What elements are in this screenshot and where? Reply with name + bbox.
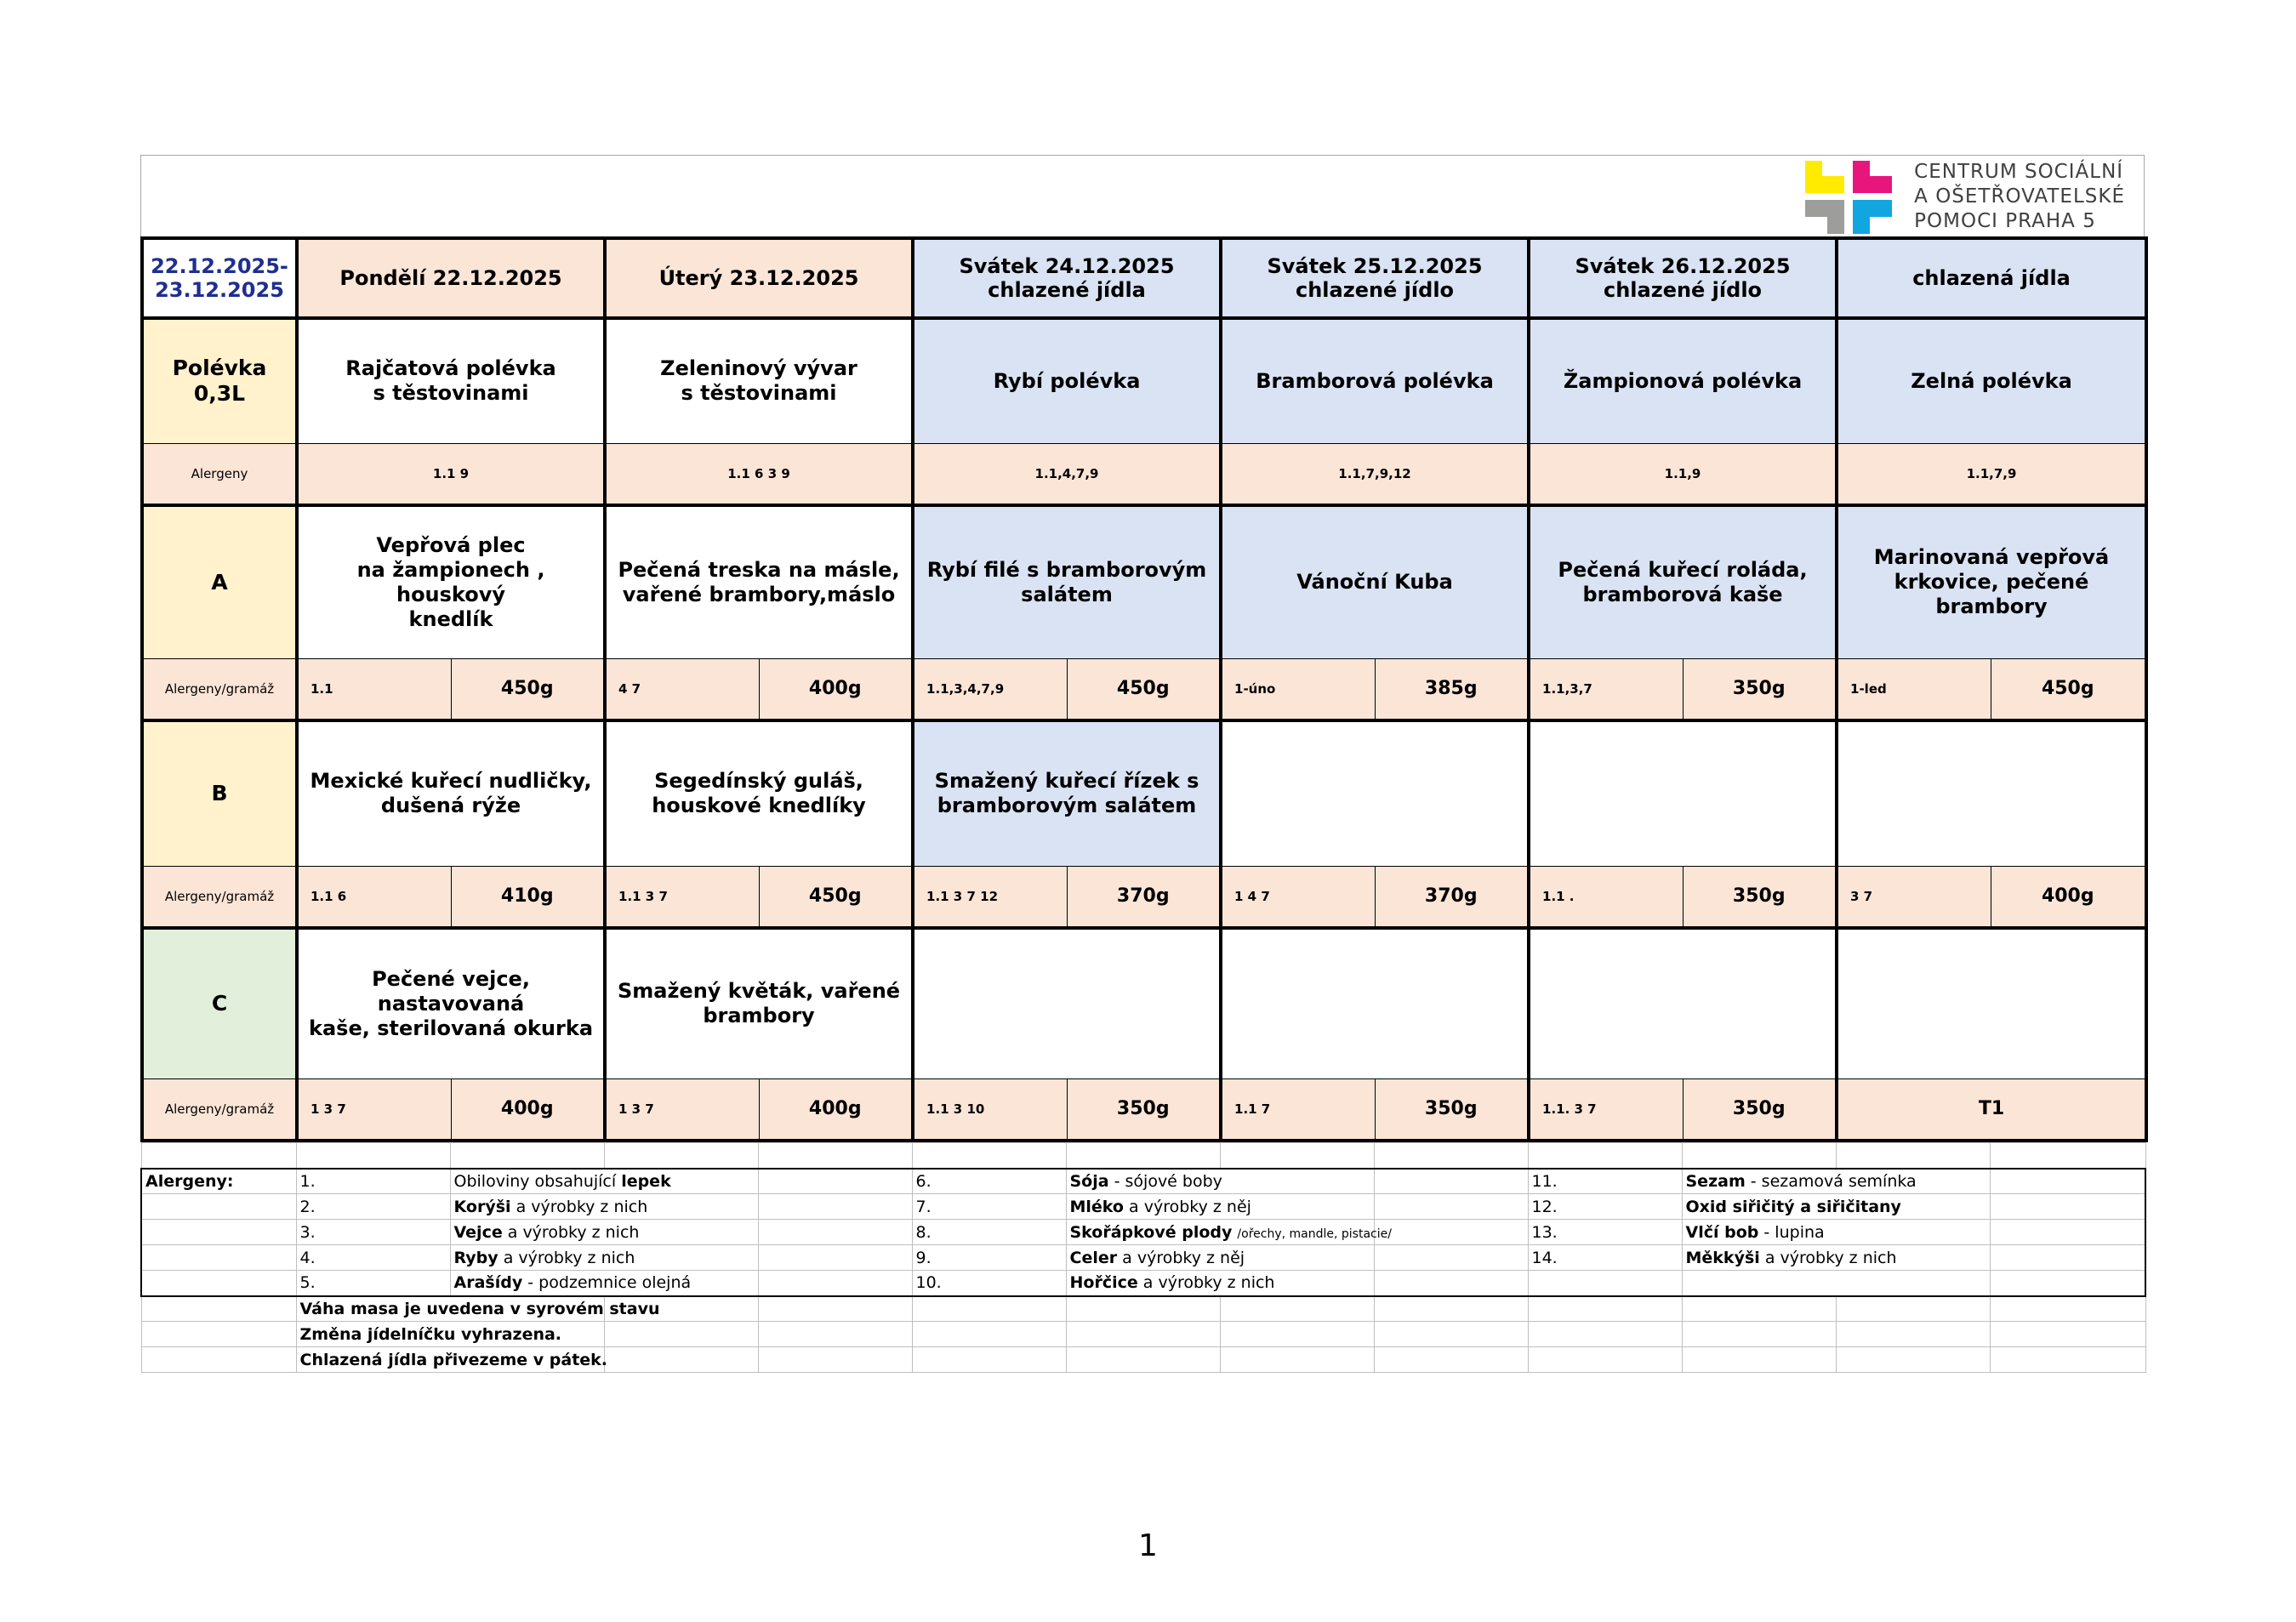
meal-a-info-row [142,658,2146,720]
legend-item [450,1220,758,1245]
allergens: 1.1 7 [1221,1078,1375,1141]
weight: 450g [759,866,913,928]
meal-dish-empty [1837,928,2146,1078]
allergens: 1 4 7 [1221,866,1375,928]
meal-dish-empty [1221,720,1529,866]
legend-name: Vlčí bob [1685,1222,1759,1242]
meal-dish [297,720,605,866]
allergens: 1.1 3 7 [605,866,759,928]
legend-text: a výrobky z nich [498,1248,635,1267]
meal-dish-empty [1529,928,1837,1078]
allergens: 1 3 7 [605,1078,759,1141]
dish-line: Marinovaná vepřová [1873,545,2110,570]
legend-text: a výrobky z něj [1124,1197,1251,1216]
dish-line: Pečené vejce, nastavovaná [372,966,530,1016]
soup-dish [297,318,605,443]
dish-line: Smažený kuřecí řízek s [934,769,1199,794]
dish-line: Mexické kuřecí nudličky, [310,769,592,794]
legend-num: 4. [296,1245,450,1271]
soup-allergens: 1.1,9 [1529,443,1837,505]
note-row [141,1296,2145,1322]
dish-line: Zelná polévka [1911,368,2072,393]
dish-line: Rybí polévka [993,368,1141,393]
weight: 350g [1683,866,1837,928]
soup-allergens: 1.1 6 3 9 [605,443,913,505]
soup-portion: 0,3L [193,381,246,407]
legend-name: Oxid siřičitý a siřičitany [1685,1197,1901,1216]
dish-line: Segedínský guláš, [654,769,863,794]
legend-text: a výrobky z nich [510,1197,648,1216]
legend-num: 11. [1528,1169,1682,1194]
allergens: 1.1,3,7 [1529,658,1683,720]
soup-allergens: 1.1 9 [297,443,605,505]
dish-line: bramborová kaše [1582,582,1783,606]
meal-dish [605,505,913,658]
dish-line: Vánoční Kuba [1296,570,1453,595]
dish-line: vařené brambory,máslo [622,582,896,606]
legend-text: a výrobky z nich [1759,1248,1897,1267]
legend-text: a výrobky z nich [502,1222,640,1242]
legend-num: 10. [912,1271,1066,1296]
weight: 400g [451,1078,605,1141]
legend-text: a výrobky z nich [1137,1273,1275,1293]
allergens: 1.1 [297,658,451,720]
soup-allergens: 1.1,4,7,9 [913,443,1221,505]
meal-dish [1837,505,2146,658]
legend-item [450,1245,758,1271]
legend-item [450,1271,758,1296]
weight: 350g [1375,1078,1529,1141]
soup-dish [1529,318,1837,443]
day-subtitle: chlazené jídlo [1295,278,1455,302]
allergens: 1.1,3,4,7,9 [913,658,1067,720]
dish-line: s těstovinami [373,381,529,406]
meal-dish [297,928,605,1078]
legend-name: lepek [621,1171,671,1191]
dish-line: Smažený květák, vařené [617,979,901,1004]
day-title: Svátek 24.12.2025 [959,254,1175,278]
date-range-line-1: 22.12.2025- [151,254,288,278]
info-label: Alergeny/gramáž [142,866,297,928]
legend-text: a výrobky z něj [1117,1248,1245,1267]
legend-num: 13. [1528,1220,1682,1245]
menu-sheet [140,155,2145,1373]
logo-strip [140,155,2145,236]
date-range-line-2: 23.12.2025 [155,278,284,302]
dish-line: Bramborová polévka [1256,368,1494,393]
legend-num: 1. [296,1169,450,1194]
weight: 450g [1991,658,2146,720]
legend-num: 5. [296,1271,450,1296]
note: Chlazená jídla přivezeme v pátek. [296,1347,604,1373]
meal-label: A [142,505,297,658]
date-range-cell [142,238,297,318]
logo-text [1914,160,2125,234]
note: Změna jídelníčku vyhrazena. [296,1322,604,1347]
allergens: 3 7 [1837,866,1991,928]
meal-dish [297,505,605,658]
info-label: Alergeny/gramáž [142,1078,297,1141]
soup-dish [1837,318,2146,443]
legend-name: Hořčice [1069,1273,1138,1293]
legend-item [1682,1194,1990,1220]
meal-dish [1221,505,1529,658]
allergens: 1.1. 3 7 [1529,1078,1683,1141]
legend-row [141,1245,2145,1271]
dish-line: Žampionová polévka [1563,368,1803,393]
day-title: Svátek 25.12.2025 [1267,254,1483,278]
page-number: 1 [1138,1528,1158,1563]
day-title: Úterý 23.12.2025 [658,266,859,290]
day-header-26 [1529,238,1837,318]
soup-allergens: 1.1,7,9,12 [1221,443,1529,505]
dish-line: dušená rýže [380,794,521,818]
dish-line: s těstovinami [681,381,837,406]
day-header-24 [913,238,1221,318]
day-header-25 [1221,238,1529,318]
note: Váha masa je uvedena v syrovém stavu [296,1296,604,1322]
allergen-legend [140,1142,2146,1373]
meal-dish [913,720,1221,866]
allergens: 1.1 6 [297,866,451,928]
dish-line: salátem [1021,582,1113,606]
legend-item [1066,1220,1392,1245]
legend-name: Arašídy [453,1273,523,1293]
legend-num: 7. [912,1194,1066,1220]
menu-table [140,236,2148,1142]
legend-row [141,1169,2145,1194]
legend-name: Korýši [453,1197,511,1216]
legend-item [450,1169,758,1194]
day-header-cold [1837,238,2146,318]
day-header-tue [605,238,913,318]
note-row [141,1322,2145,1347]
dish-line: Pečená treska na másle, [618,557,900,582]
dish-line: knedlík [408,606,493,631]
dish-line: Pečená kuřecí roláda, [1558,557,1808,582]
legend-name: Sezam [1685,1171,1746,1191]
organization-logo [1805,156,2125,237]
legend-name: Celer [1069,1248,1118,1267]
dish-line: Rybí filé s bramborovým [926,557,1207,582]
meal-a-row [142,505,2146,658]
legend-text: - sójové boby [1108,1171,1222,1191]
meal-label: C [142,928,297,1078]
weight: 400g [1991,866,2146,928]
meal-dish [913,505,1221,658]
weight: 350g [1683,658,1837,720]
meal-dish [605,720,913,866]
meal-dish-empty [913,928,1221,1078]
soup-dish [1221,318,1529,443]
meal-dish-empty [1837,720,2146,866]
meal-b-row [142,720,2146,866]
dish-line: krkovice, pečené brambory [1894,570,2089,619]
soup-row [142,318,2146,443]
legend-name: Vejce [453,1222,503,1242]
legend-item [1066,1245,1374,1271]
dish-line: houskové knedlíky [652,794,866,818]
soup-allergens: 1.1,7,9 [1837,443,2146,505]
allergens: 1-úno [1221,658,1375,720]
legend-num: 8. [912,1220,1066,1245]
dish-line: kaše, sterilovaná okurka [309,1016,594,1040]
meal-c-row [142,928,2146,1078]
cross-logo-icon [1805,157,1899,236]
day-title: Pondělí 22.12.2025 [339,266,562,290]
note-row [141,1347,2145,1373]
dish-line: Rajčatová polévka [345,356,556,381]
legend-item [450,1194,758,1220]
meal-dish [1529,505,1837,658]
allergens: 1.1 . [1529,866,1683,928]
legend-name: Skořápkové plody [1069,1222,1233,1242]
legend-num: 12. [1528,1194,1682,1220]
day-title: Svátek 26.12.2025 [1575,254,1791,278]
soup-allergen-row [142,443,2146,505]
day-subtitle: chlazené jídla [988,278,1146,302]
legend-item [1682,1245,1990,1271]
day-title: chlazená jídla [1912,266,2071,290]
weight: 350g [1067,1078,1221,1141]
meal-dish [605,928,913,1078]
soup-dish [913,318,1221,443]
allergens: 1-led [1837,658,1991,720]
legend-item [1682,1169,1990,1194]
info-label: Alergeny/gramáž [142,658,297,720]
dish-line: Zeleninový vývar [660,356,857,381]
legend-num: 6. [912,1169,1066,1194]
day-header-mon [297,238,605,318]
meal-label: B [142,720,297,866]
legend-num: 2. [296,1194,450,1220]
legend-row [141,1220,2145,1245]
legend-title: Alergeny: [141,1169,296,1194]
legend-text: - lupina [1758,1222,1825,1242]
allergen-label: Alergeny [142,443,297,505]
legend-item [1066,1194,1374,1220]
meal-b-info-row [142,866,2146,928]
legend-name: Měkkýši [1685,1248,1760,1267]
weight: 400g [759,1078,913,1141]
legend-spacer [141,1143,2145,1169]
day-subtitle: chlazené jídlo [1603,278,1763,302]
logo-line-3: POMOCI PRAHA 5 [1914,209,2096,232]
logo-line-1: CENTRUM SOCIÁLNÍ [1914,160,2124,183]
weight: 370g [1067,866,1221,928]
legend-note: /ořechy, mandle, pistacie/ [1237,1226,1392,1241]
legend-item [1682,1220,1990,1245]
cold-meal-code: T1 [1837,1078,2146,1141]
soup-label-cell [142,318,297,443]
legend-name: Ryby [453,1248,499,1267]
legend-num: 9. [912,1245,1066,1271]
allergens: 4 7 [605,658,759,720]
soup-dish [605,318,913,443]
allergens: 1.1 3 7 12 [913,866,1067,928]
legend-text: - sezamová semínka [1745,1171,1917,1191]
dish-line: Vepřová plec [376,532,526,557]
legend-text: - podzemnice olejná [522,1273,692,1293]
weight: 385g [1375,658,1529,720]
allergens: 1.1 3 10 [913,1078,1067,1141]
legend-name: Sója [1069,1171,1109,1191]
weight: 410g [451,866,605,928]
weight: 400g [759,658,913,720]
header-row [142,238,2146,318]
weight: 370g [1375,866,1529,928]
allergens: 1 3 7 [297,1078,451,1141]
legend-num: 14. [1528,1245,1682,1271]
legend-item [1066,1271,1374,1296]
legend-name: Mléko [1069,1197,1124,1216]
legend-row [141,1194,2145,1220]
meal-dish-empty [1221,928,1529,1078]
weight: 350g [1683,1078,1837,1141]
legend-text: Obiloviny obsahující [453,1171,622,1191]
legend-row [141,1271,2145,1296]
meal-c-info-row [142,1078,2146,1141]
logo-line-2: A OŠETŘOVATELSKÉ [1914,185,2125,208]
dish-line: na žampionech , houskový [356,557,545,606]
weight: 450g [1067,658,1221,720]
dish-line: brambory [703,1004,815,1028]
meal-dish-empty [1529,720,1837,866]
weight: 450g [451,658,605,720]
legend-num: 3. [296,1220,450,1245]
dish-line: bramborovým salátem [937,794,1197,818]
legend-item [1066,1169,1374,1194]
soup-label: Polévka [172,356,267,381]
